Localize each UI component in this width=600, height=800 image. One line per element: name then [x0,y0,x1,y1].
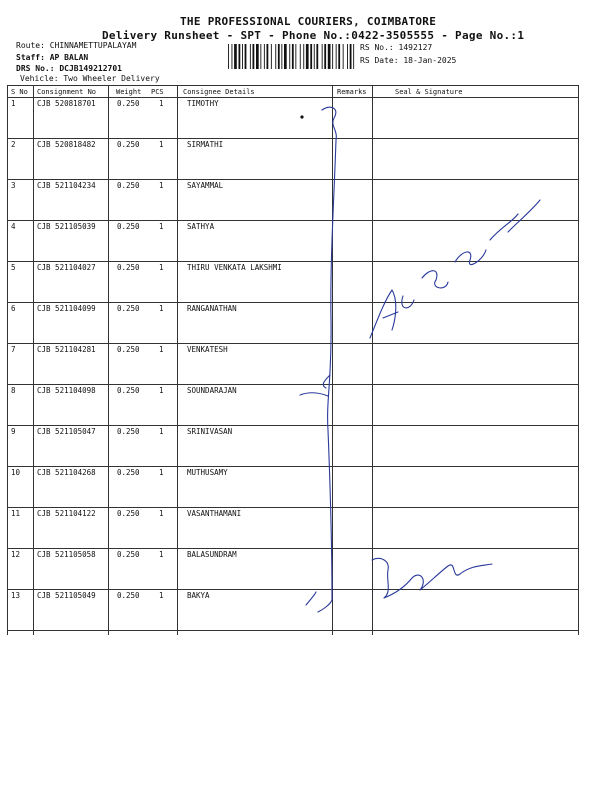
row-pcs: 1 [159,181,164,190]
company-title: THE PROFESSIONAL COURIERS, COIMBATORE [180,15,437,28]
table-row [7,466,579,507]
row-pcs: 1 [159,386,164,395]
table-row [7,589,579,630]
table-row [7,261,579,302]
row-sno: 7 [11,345,16,354]
rs-date: RS Date: 18-Jan-2025 [360,56,457,65]
row-consignment-no: CJB 521104281 [37,345,96,354]
row-weight: 0.250 [117,222,140,231]
row-sno: 1 [11,99,16,108]
row-sno: 11 [11,509,21,518]
header-sno: S No [11,88,28,96]
row-weight: 0.250 [117,304,140,313]
row-consignee: BALASUNDRAM [187,550,237,559]
runsheet-title: Delivery Runsheet - SPT - Phone No.:0422-3505555 - Page No.:1 [102,29,525,42]
row-weight: 0.250 [117,99,140,108]
row-weight: 0.250 [117,386,140,395]
row-sno: 5 [11,263,16,272]
row-consignee: SOUNDARAJAN [187,386,237,395]
rs-number: RS No.: 1492127 [360,43,433,52]
row-consignment-no: CJB 521105058 [37,550,96,559]
row-weight: 0.250 [117,263,140,272]
row-sno: 3 [11,181,16,190]
header-seal-signature: Seal & Signature [395,88,463,96]
drs-number: DRS No.: DCJB149212701 [16,64,122,73]
row-weight: 0.250 [117,591,140,600]
table-row [7,425,579,466]
table-row [7,507,579,548]
delivery-table [7,85,579,635]
row-weight: 0.250 [117,140,140,149]
row-pcs: 1 [159,304,164,313]
table-row [7,179,579,220]
route-label: Route: CHINNAMETTUPALAYAM [16,41,137,50]
row-sno: 9 [11,427,16,436]
table-row [7,97,579,138]
table-row [7,548,579,589]
row-weight: 0.250 [117,468,140,477]
row-pcs: 1 [159,222,164,231]
row-consignee: BAKYA [187,591,210,600]
row-pcs: 1 [159,468,164,477]
row-consignment-no: CJB 521105049 [37,591,96,600]
row-consignee: RANGANATHAN [187,304,237,313]
row-consignment-no: CJB 521104234 [37,181,96,190]
header-consignee: Consignee Details [183,88,255,96]
row-weight: 0.250 [117,345,140,354]
table-row [7,138,579,179]
header-pcs: PCS [151,88,164,96]
row-weight: 0.250 [117,550,140,559]
header-weight: Weight [116,88,142,96]
row-consignment-no: CJB 521104268 [37,468,96,477]
row-consignee: SAYAMMAL [187,181,224,190]
table-row [7,343,579,384]
row-weight: 0.250 [117,427,140,436]
row-pcs: 1 [159,263,164,272]
header-remarks: Remarks [337,88,367,96]
row-consignee: VENKATESH [187,345,228,354]
staff-label: Staff: AP BALAN [16,53,89,62]
row-consignee: THIRU VENKATA LAKSHMI [187,263,282,272]
table-row [7,220,579,261]
row-sno: 13 [11,591,21,600]
table-row [7,384,579,425]
row-pcs: 1 [159,99,164,108]
row-consignment-no: CJB 521105047 [37,427,96,436]
row-consignment-no: CJB 520818482 [37,140,96,149]
row-consignment-no: CJB 521105039 [37,222,96,231]
header-consignment: Consignment No [37,88,97,96]
row-weight: 0.250 [117,181,140,190]
row-pcs: 1 [159,509,164,518]
row-consignee: SIRMATHI [187,140,224,149]
row-consignee: SRINIVASAN [187,427,233,436]
row-consignment-no: CJB 521104098 [37,386,96,395]
row-sno: 8 [11,386,16,395]
row-consignment-no: CJB 521104122 [37,509,96,518]
row-pcs: 1 [159,345,164,354]
row-pcs: 1 [159,550,164,559]
row-sno: 10 [11,468,21,477]
row-consignment-no: CJB 520818701 [37,99,96,108]
row-consignment-no: CJB 521104027 [37,263,96,272]
row-pcs: 1 [159,427,164,436]
row-sno: 2 [11,140,16,149]
row-consignee: MUTHUSAMY [187,468,228,477]
row-sno: 4 [11,222,16,231]
row-sno: 6 [11,304,16,313]
row-pcs: 1 [159,591,164,600]
vehicle-label: Vehicle: Two Wheeler Delivery [20,74,160,83]
barcode-image [228,44,356,69]
row-consignee: TIMOTHY [187,99,219,108]
row-weight: 0.250 [117,509,140,518]
row-consignee: VASANTHAMANI [187,509,242,518]
table-row [7,302,579,343]
row-sno: 12 [11,550,21,559]
row-pcs: 1 [159,140,164,149]
row-consignment-no: CJB 521104099 [37,304,96,313]
row-consignee: SATHYA [187,222,215,231]
